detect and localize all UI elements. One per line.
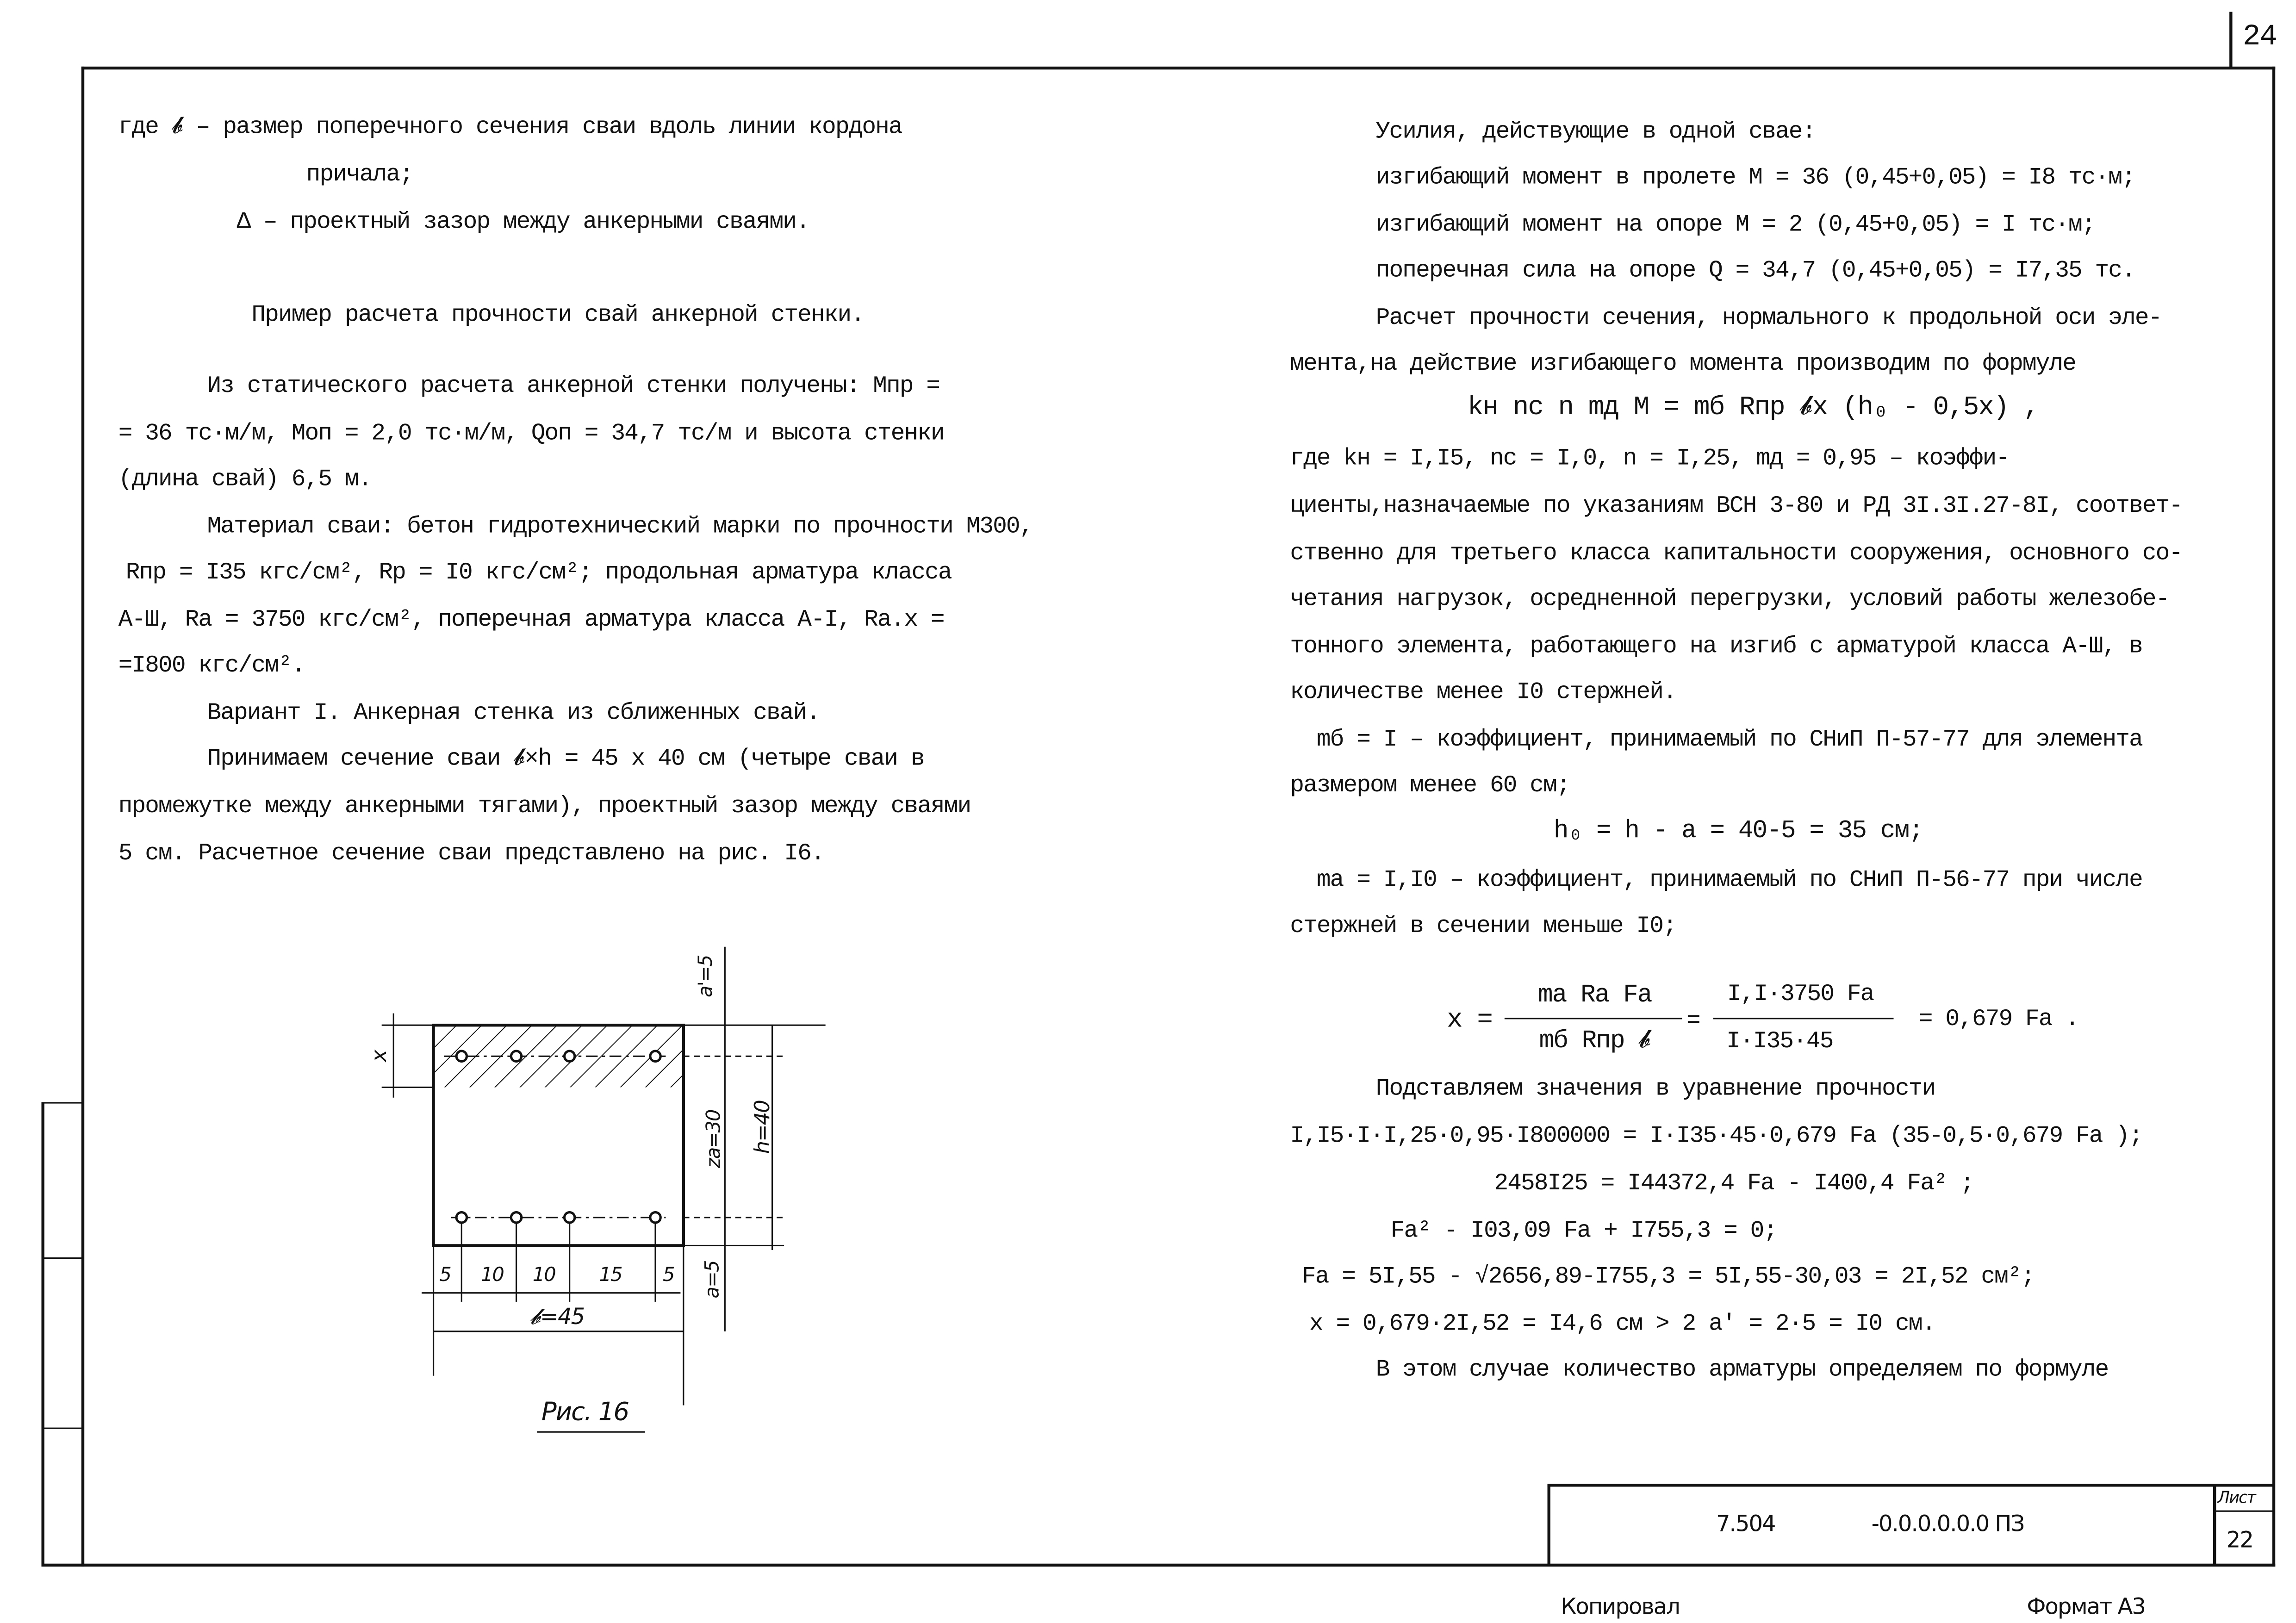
text-line: четания нагрузок, осредненной перегрузки, условий работы железобе- [1290,585,2169,613]
equation-line: x = 0,679·2I,52 = I4,6 см > 2 a' = 2·5 = I0 см. [1309,1311,1935,1337]
text-line: Расчет прочности сечения, нормального к продольной оси эле- [1375,305,2162,332]
formula-strength: kн nс n mд M = mб Rпр 𝓫x (h₀ - 0,5x) , [1467,393,2039,423]
dim-b: 𝓫=45 [529,1303,585,1330]
dim-spacing: 15 [599,1265,622,1287]
format-label: Формат А3 [2027,1593,2146,1620]
rebar-top [456,1051,467,1061]
text-line: Вариант I. Анкерная стенка из сближенных свай. [207,699,820,727]
formula-h0: h₀ = h - a = 40-5 = 35 см; [1553,818,1923,846]
text-line: где 𝓫 – размер поперечного сечения сваи вдоль линии кордона [118,114,902,141]
rebar-top [511,1051,521,1061]
dim-spacing: 5 [663,1265,674,1287]
dim-spacing: 10 [480,1265,504,1287]
dim-h: h=40 [751,1101,776,1154]
rebar-bottom [456,1213,467,1223]
equation-line: Fа² - I03,09 Fа + I755,3 = 0; [1390,1217,1777,1244]
text-line: mб = I – коэффициент, принимаемый по СНиП П-57-77 для элемента [1316,726,2142,753]
text-line: ственно для третьего класса капитальности сооружения, основного со- [1290,540,2183,567]
text-line: Δ – проектный зазор между анкерными сваями. [236,208,809,236]
fraction-bar [1505,1018,1682,1019]
text-line: Подставляем значения в уравнение прочности [1375,1075,1935,1102]
sheet-label: Лист [2217,1488,2256,1508]
fraction-num2: I,I·3750 Fа [1727,981,1874,1007]
text-line: mа = I,I0 – коэффициент, принимаемый по СНиП П-56-77 при числе [1316,867,2142,894]
fraction-num1: mа Rа Fа [1538,982,1652,1011]
equation-line: 2458I25 = I44372,4 Fа - I400,4 Fа² ; [1494,1170,1974,1197]
text-line: изгибающий момент в пролете M = 36 (0,45+0,05) = I8 тс·м; [1375,164,2135,191]
text-line: поперечная сила на опоре Q = 34,7 (0,45+0,05) = I7,35 тс. [1375,257,2135,284]
rebar-top [650,1051,660,1061]
fraction-bar [1713,1018,1894,1019]
text-line: где kн = I,I5, nс = I,0, n = I,25, mд = 0,95 – коэффи- [1290,445,2010,472]
text-line: 5 см. Расчетное сечение сваи представлено на рис. I6. [118,840,824,867]
text-line: (длина свай) 6,5 м. [118,466,372,493]
fraction-lhs: x = [1447,1006,1493,1036]
dim-a-bottom: a=5 [702,1261,725,1299]
text-line: Rпр = I35 кгс/см², Rр = I0 кгс/см²; продольная арматура класса [125,559,952,586]
rebar-bottom [650,1213,660,1223]
text-line: = 36 тс·м/м, Mоп = 2,0 тс·м/м, Qоп = 34,7 тс/м и высота стенки [118,420,944,447]
text-line: размером менее 60 см; [1290,772,1570,799]
text-line: Принимаем сечение сваи 𝓫×h = 45 x 40 см (четыре сваи в [207,746,924,772]
title-block-top [1548,1484,2274,1486]
rebar-bottom [511,1213,521,1223]
text-line: мента,на действие изгибающего момента производим по формуле [1290,350,2076,378]
copied-by-label: Копировал [1561,1593,1680,1620]
text-line: количестве менее I0 стержней. [1290,679,1676,706]
text-line: стержней в сечении меньше I0; [1290,913,1676,939]
text-line: циенты,назначаемые по указаниям ВСН 3-80 и РД 3I.3I.27-8I, соответ- [1290,492,2183,519]
subheading: Пример расчета прочности свай анкерной стенки. [251,302,865,329]
rebar-top [564,1051,574,1061]
text-line: Материал сваи: бетон гидротехнический марки по прочности М300, [207,513,1033,540]
text-line: Из статического расчета анкерной стенки получены: Mпр = [207,373,940,400]
text-line: причала; [306,161,413,188]
text-line: промежутке между анкерными тягами), проектный зазор между сваями [118,793,971,820]
title-block-left [1548,1484,1550,1565]
text-line: А-Ш, Rа = 3750 кгс/см², поперечная арматура класса А-I, Rа.х = [118,606,944,634]
sheet-number: 22 [2226,1526,2253,1554]
sheet-cell-left [2213,1484,2216,1565]
text-line: тонного элемента, работающего на изгиб с арматурой класса А-Ш, в [1290,633,2142,660]
text-line: Усилия, действующие в одной свае: [1375,118,1816,145]
document-designation: -0.0.0.0.0.0 ПЗ [1871,1510,2024,1537]
dim-x: x [368,1051,392,1062]
page-number: 24 [2242,20,2277,55]
document-code: 7.504 [1716,1510,1775,1537]
text-line: изгибающий момент на опоре M = 2 (0,45+0,05) = I тс·м; [1375,211,2095,238]
rebar-bottom [564,1213,574,1223]
dim-spacing: 10 [532,1265,555,1287]
equals-sign: = [1686,1007,1700,1034]
figure-caption: Рис. 16 [541,1398,629,1428]
dim-spacing: 5 [439,1265,451,1287]
equation-line: Fа = 5I,55 - √2656,89-I755,3 = 5I,55-30,03 = 2I,52 см²; [1301,1263,2035,1290]
fraction-den2: I·I35·45 [1726,1028,1833,1055]
text-line: В этом случае количество арматуры определяем по формуле [1375,1356,2109,1383]
dim-za: zа=30 [703,1110,726,1169]
fraction-rhs: = 0,679 Fа . [1918,1006,2079,1033]
dim-a-top: a'=5 [695,955,718,997]
fraction-den1: mб Rпр 𝓫 [1539,1028,1651,1057]
text-line: =I800 кгс/см². [118,652,305,679]
equation-line: I,I5·I·I,25·0,95·I800000 = I·I35·45·0,679 Fа (35-0,5·0,679 Fа ); [1290,1123,2142,1150]
